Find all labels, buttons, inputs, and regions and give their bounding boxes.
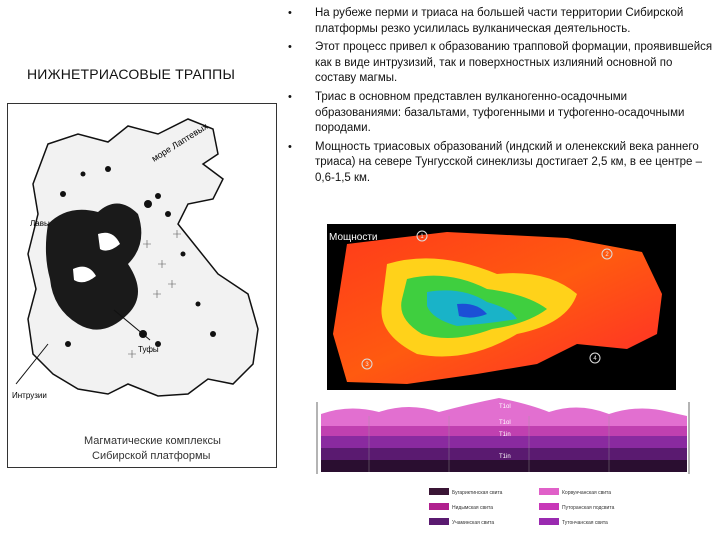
legend-swatch [429,503,449,510]
legend-label: Учаминская свита [452,520,495,526]
thickness-map [327,224,676,390]
intrusions-label: Интрузии [12,391,47,400]
section-label: T1in [499,432,511,438]
bullet-item: • Этот процесс привел к образованию трапповой формации, проявившейся как в виде интрузизий, так и поверхностных излияний основной по составу магмы. [282,40,714,87]
marker-label: 2 [605,252,609,258]
section-label: T1in [499,454,511,460]
thickness-map-drawing [327,224,676,390]
legend-swatch [429,488,449,495]
cross-section [309,396,709,536]
lavas-label: Лавы [30,219,50,228]
bullet-list [282,6,714,190]
legend-swatch [539,488,559,495]
legend-label: Тутончанская свита [562,520,608,526]
legend-label: Нидымская свита [452,505,493,511]
map-drawing [8,104,276,467]
legend-swatch [539,503,559,510]
sea-label: море Лаптевых [149,121,210,164]
thickness-label: Мощности [329,232,378,243]
section-label: T1ol [499,404,511,410]
legend-swatch [429,518,449,525]
marker-label: 4 [593,356,597,362]
bullet-item: • На рубеже перми и триаса на большей части территории Сибирской платформы резко усилилась вулканическая деятельность. [282,6,714,37]
magmatic-complexes-map [7,103,277,468]
tuffs-label: Туфы [138,345,159,354]
map-caption-line2: Сибирской платформы [92,450,211,462]
map-caption-line1: Магматические комплексы [84,435,221,447]
legend-label: Бугариктинская свита [452,490,503,496]
marker-label: 3 [365,362,369,368]
cross-section-drawing [309,396,709,536]
legend-label: Путоранская подсвита [562,505,615,511]
marker-label: 1 [420,234,424,240]
bullet-item: • Мощность триасовых образований (индский и оленекский века раннего триаса) на севере Тунгусской синеклизы достигает 2,5 км, в ее центре – 0,6-1,5 км. [282,140,714,187]
legend-label: Корвунчанская свита [562,490,612,496]
legend-swatch [539,518,559,525]
section-label: T1ol [499,420,511,426]
slide-title: НИЖНЕТРИАСОВЫЕ ТРАППЫ [27,66,236,82]
bullet-item: • Триас в основном представлен вулканогенно-осадочными образованиями: базальтами, туфогенными и туфогенно-осадочными породами. [282,90,714,137]
